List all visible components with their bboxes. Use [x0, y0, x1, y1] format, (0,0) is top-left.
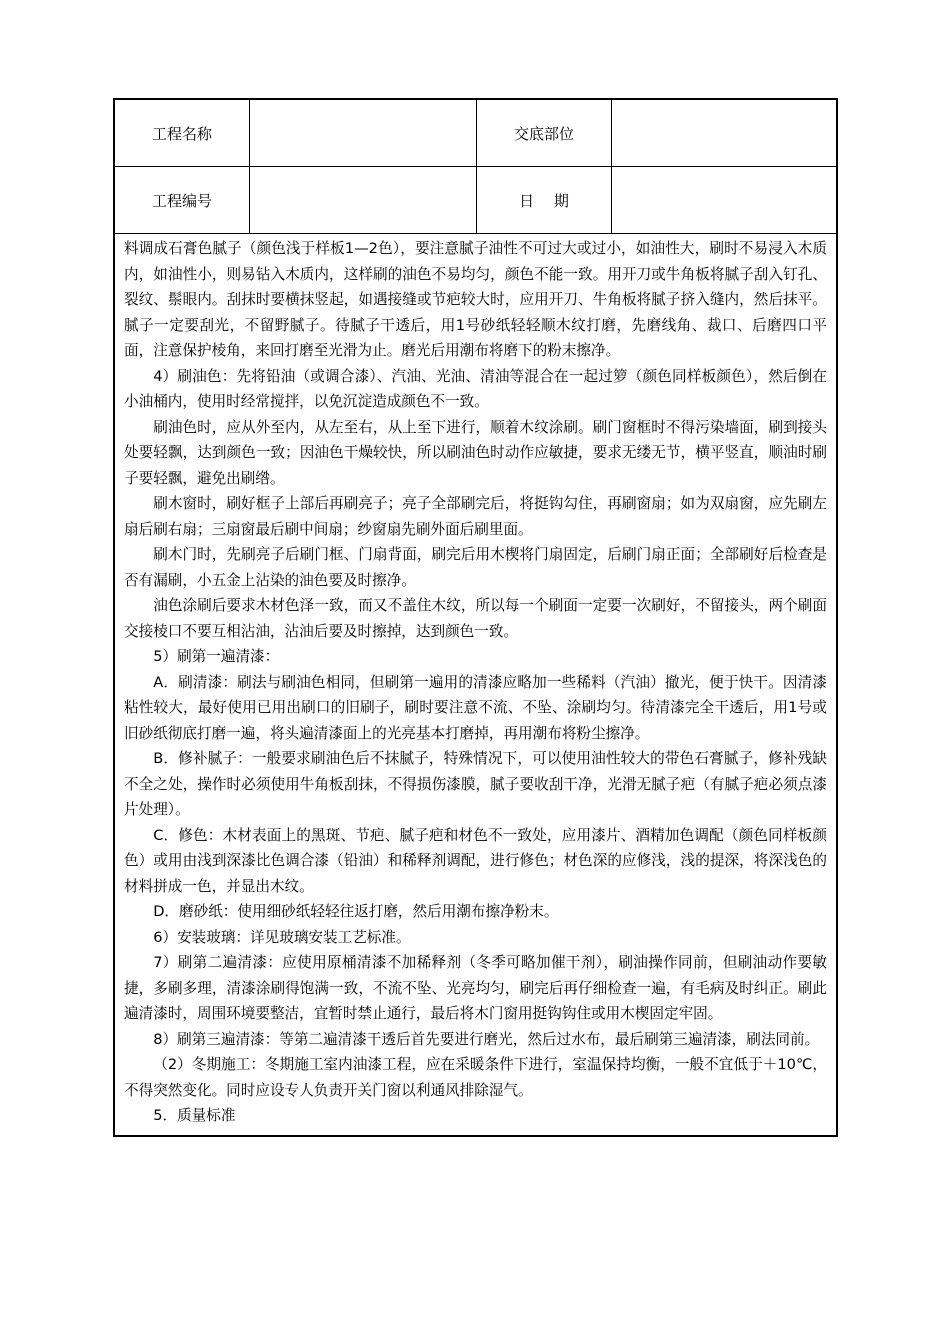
paragraph: 6）安装玻璃：详见玻璃安装工艺标准。: [153, 928, 411, 946]
location-value: [612, 100, 836, 166]
body-text: [115, 234, 836, 1135]
project-no-label: 工程编号: [115, 167, 250, 233]
project-no-value: [250, 167, 477, 233]
paragraph: 料调成石膏色腻子（颜色浅于样板1—2色），要注意腻子油性不可过大或过小，如油性大，刷时不易浸入木质内，如油性小，则易钻入木质内，这样刷的油色不易均匀，颜色不能一致。用开刀或牛角板将腻子刮入钉孔、裂纹、鬃眼内。刮抹时要横抹竖起，如遇接缝或节疤较大时，应用开刀、牛角板将腻子挤入缝内，然后抹平。腻子一定要刮光，不留野腻子。待腻子干透后，用1号砂纸轻轻顺木纹打磨，先磨线角、裁口、后磨四口平面，注意保护棱角，来回打磨至光滑为止。磨光后用潮布将磨下的粉末擦净。: [124, 240, 827, 359]
project-name-label: 工程名称: [115, 100, 250, 166]
date-value: [612, 167, 836, 233]
header-row-2: [115, 167, 836, 234]
date-label: 日 期: [477, 167, 612, 233]
paragraph: （2）冬期施工：冬期施工室内油漆工程，应在采暖条件下进行，室温保持均衡，一般不宜低于＋10℃，不得突然变化。同时应设专人负责开关门窗以利通风排除湿气。: [124, 1056, 827, 1099]
paragraph: 5．质量标准: [153, 1107, 236, 1124]
header-row-1: [115, 100, 836, 167]
paragraph: 刷木窗时，刷好框子上部后再刷亮子；亮子全部刷完后，将挺钩勾住，再刷窗扇；如为双扇窗，应先刷左扇后刷右扇；三扇窗最后刷中间扇；纱窗扇先刷外面后刷里面。: [124, 495, 827, 538]
project-name-value: [250, 100, 477, 166]
paragraph: 8）刷第三遍清漆：等第二遍清漆干透后首先要进行磨光，然后过水布，最后刷第三遍清漆，刷法同前。: [153, 1030, 820, 1048]
paragraph: A．刷清漆：刷法与刷油色相同，但刷第一遍用的清漆应略加一些稀料（汽油）撤光，便于快干。因清漆粘性较大，最好使用已用出刷口的旧刷子，刷时要注意不流、不坠、涂刷均匀。待清漆完全干透后，用1号或旧砂纸彻底打磨一遍，将头遍清漆面上的光亮基本打磨掉，再用潮布将粉尘擦净。: [124, 673, 827, 742]
paragraph: 7）刷第二遍清漆：应使用原桶清漆不加稀释剂（冬季可略加催干剂），刷油操作同前，但刷油动作要敏捷，多刷多理，清漆涂刷得饱满一致，不流不坠、光亮均匀，刷完后再仔细检查一遍，有毛病及时纠正。刷此遍清漆时，周围环境要整洁，宜暂时禁止通行，最后将木门窗用挺钩钩住或用木楔固定牢固。: [124, 954, 827, 1022]
paragraph: B．修补腻子：一般要求刷油色后不抹腻子，特殊情况下，可以使用油性较大的带色石膏腻子，修补残缺不全之处，操作时必须使用牛角板刮抹，不得损伤漆膜，腻子要收刮干净，光滑无腻子疤（有腻子疤必须点漆片处理）。: [124, 750, 827, 818]
paragraph: 刷油色时，应从外至内，从左至右，从上至下进行，顺着木纹涂刷。刷门窗框时不得污染墙面，刷到接头处要轻飘，达到颜色一致；因油色干燥较快，所以刷油色时动作应敏捷，要求无缕无节，横平竖直，顺油时刷子要轻飘，避免出刷绺。: [124, 418, 827, 487]
paragraph: 刷木门时，先刷亮子后刷门框、门扇背面，刷完后用木楔将门扇固定，后刷门扇正面；全部刷好后检查是否有漏刷，小五金上沾染的油色要及时擦净。: [124, 546, 827, 589]
paragraph: D．磨砂纸：使用细砂纸轻轻往返打磨，然后用潮布擦净粉末。: [153, 903, 559, 920]
paragraph: C．修色：木材表面上的黑斑、节疤、腻子疤和材色不一致处，应用漆片、酒精加色调配（颜色同样板颜色）或用由浅到深漆比色调合漆（铅油）和稀释剂调配，进行修色；材色深的应修浅，浅的提深，将深浅色的材料拼成一色，并显出木纹。: [124, 826, 827, 895]
paragraph: 油色涂刷后要求木材色泽一致，而又不盖住木纹，所以每一个刷面一定要一次刷好，不留接头，两个刷面交接棱口不要互相沾油，沾油后要及时擦掉，达到颜色一致。: [124, 597, 827, 640]
paragraph: 5）刷第一遍清漆：: [153, 648, 280, 665]
paragraph: 4）刷油色：先将铅油（或调合漆）、汽油、光油、清油等混合在一起过箩（颜色同样板颜色），然后倒在小油桶内，使用时经常搅拌，以免沉淀造成颜色不一致。: [124, 367, 827, 410]
location-label: 交底部位: [477, 100, 612, 166]
disclosure-sheet: [113, 98, 838, 1137]
